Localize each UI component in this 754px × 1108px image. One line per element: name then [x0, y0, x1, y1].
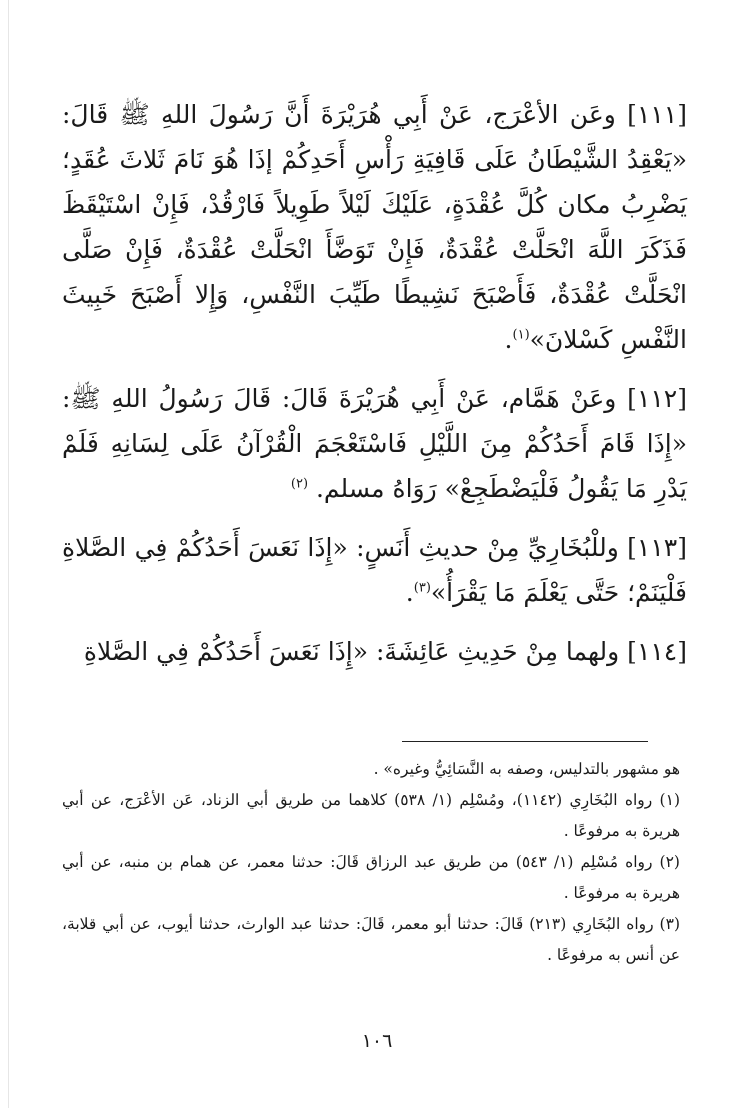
hadith-suffix: . — [405, 578, 414, 607]
footnote-ref[interactable]: (٣) — [413, 580, 431, 596]
hadith-suffix: . — [504, 325, 513, 354]
page-edge-line — [8, 0, 9, 1108]
footnote-1: (١) رواه البُخَارِي (١١٤٢)، ومُسْلِم (١/ ٥٣٨) كلاهما من طريق أبي الزناد، عَن الأعْرَج، عن أبي هريرة به مرفوعًا . — [62, 791, 680, 840]
hadith-114 — [62, 629, 687, 674]
hadith-text: وعَنْ هَمَّام، عَنْ أَبِي هُرَيْرَةَ قَالَ: قَالَ رَسُولُ اللهِ ﷺ: «إِذَا قَامَ أَحَدُكُمْ مِنَ اللَّيْلِ فَاسْتَعْجَمَ الْقُرْآنُ عَلَى لِسَانِهِ فَلَمْ يَدْرِ مَا يَقُولُ فَلْيَضْطَجِعْ» رَوَاهُ مسلم. — [62, 384, 687, 503]
hadith-111 — [62, 92, 687, 362]
hadith-113 — [62, 525, 687, 615]
page-number: ١٠٦ — [361, 1030, 393, 1052]
hadith-number: [١١١] — [627, 100, 687, 129]
footnote-2: (٢) رواه مُسْلِم (١/ ٥٤٣) من طريق عبد الرزاق قَالَ: حدثنا معمر، عن همام بن منبه، عن أبي هريرة به مرفوعًا . — [62, 853, 680, 902]
hadith-text: ولهما مِنْ حَدِيثِ عَائِشَةَ: «إِذَا نَعَسَ أَحَدُكُمْ فِي الصَّلاةِ — [83, 637, 620, 666]
footnote-separator — [402, 741, 648, 742]
footnote-ref[interactable]: (١) — [512, 327, 530, 343]
hadith-number: [١١٣] — [627, 533, 687, 562]
hadith-number: [١١٤] — [627, 637, 687, 666]
footnote-continuation: هو مشهور بالتدليس، وصفه به النَّسَائِيُّ وغيره» . — [373, 760, 680, 778]
hadith-text: وللْبُخَارِيِّ مِنْ حديثِ أَنَسٍ: «إِذَا نَعَسَ أَحَدُكُمْ فِي الصَّلاةِ فَلْيَنَمْ؛ حَتَّى يَعْلَمَ مَا يَقْرَأُ» — [62, 533, 687, 607]
hadith-text: وعَن الأعْرَج، عَنْ أَبِي هُرَيْرَةَ أَنَّ رَسُولَ اللهِ ﷺ قَالَ: «يَعْقِدُ الشَّيْطَانُ عَلَى قَافِيَةِ رَأْسِ أَحَدِكُمْ إذَا هُوَ نَامَ ثَلاثَ عُقَدٍ؛ يَضْرِبُ مكان كُلَّ عُقْدَةٍ، عَلَيْكَ لَيْلاً طَوِيلاً فَارْقُدْ، فَإِنْ اسْتَيْقَظَ فَذَكَرَ اللَّهَ انْحَلَّتْ عُقْدَةٌ، فَإِنْ تَوَضَّأَ انْحَلَّتْ عُقْدَةٌ، فَإِنْ صَلَّى انْحَلَّتْ عُقْدَةٌ، فَأَصْبَحَ نَشِيطًا طَيِّبَ النَّفْسِ، وَإِلا أَصْبَحَ خَبِيثَ النَّفْسِ كَسْلانَ» — [62, 100, 687, 354]
hadith-112 — [62, 376, 687, 511]
footnote-ref[interactable]: (٢) — [290, 476, 309, 492]
footnotes-section — [62, 754, 680, 971]
main-text-body — [62, 92, 687, 684]
hadith-number: [١١٢] — [627, 384, 687, 413]
footnote-3: (٣) رواه البُخَارِي (٢١٣) قَالَ: حدثنا أبو معمر، قَالَ: حدثنا عبد الوارث، حدثنا أيوب، عن أبي قلابة، عن أنس به مرفوعًا . — [62, 915, 680, 964]
